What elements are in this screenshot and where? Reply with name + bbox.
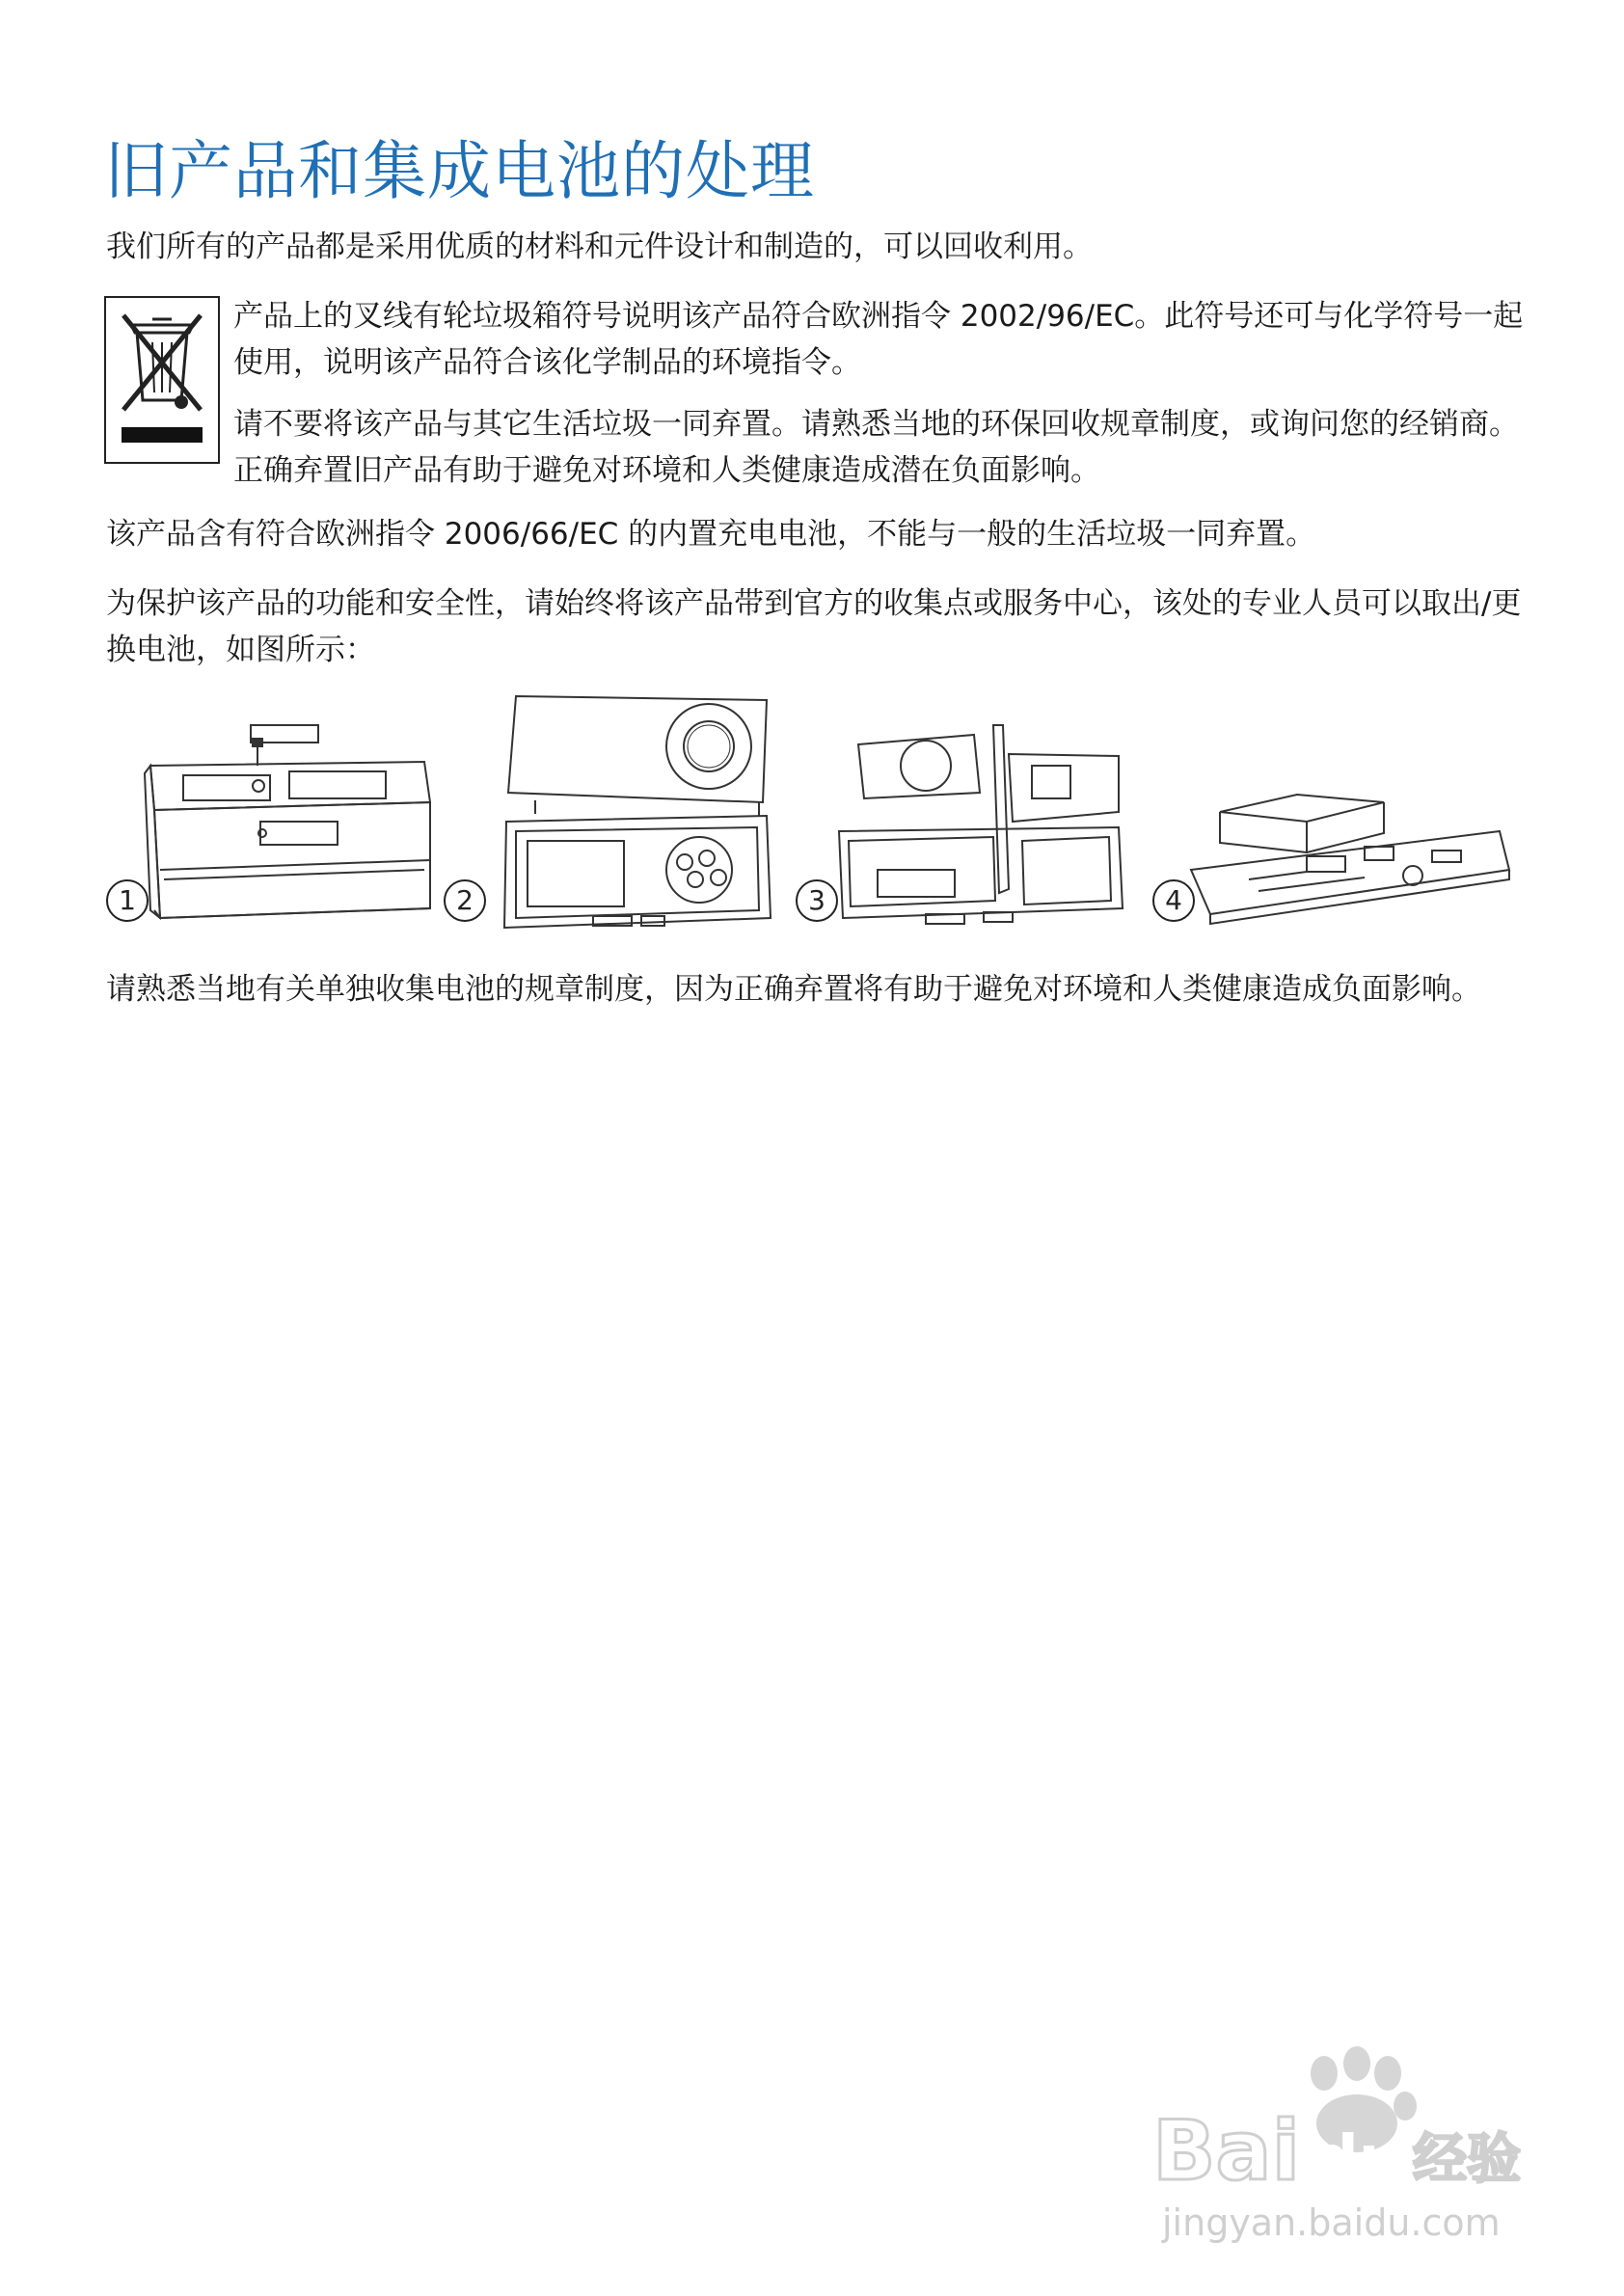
crossed-out-wheelie-bin-icon bbox=[104, 296, 220, 464]
step-4-badge: 4 bbox=[1152, 879, 1195, 922]
symbol-paragraph: 产品上的叉线有轮垃圾箱符号说明该产品符合欧洲指令 2002/96/EC。此符号还可与化学符号一起使用，说明该产品符合该化学制品的环境指令。 bbox=[233, 299, 1524, 380]
step-2-figure bbox=[448, 687, 786, 947]
intro-paragraph: 我们所有的产品都是采用优质的材料和元件设计和制造的，可以回收利用。 bbox=[106, 230, 1093, 264]
watermark-brand: Bai bbox=[1152, 2103, 1301, 2200]
watermark-url: jingyan.baidu.com bbox=[1162, 2201, 1501, 2244]
disposal-paragraph: 请不要将该产品与其它生活垃圾一同弃置。请熟悉当地的环保回收规章制度，或询问您的经销商。正确弃置旧产品有助于避免对环境和人类健康造成潜在负面影响。 bbox=[233, 407, 1519, 488]
step-3-figure bbox=[800, 687, 1138, 947]
step-4-figure bbox=[1152, 687, 1538, 947]
step-1-badge: 1 bbox=[106, 879, 149, 922]
step-3-badge: 3 bbox=[796, 879, 838, 922]
watermark-brand-du: du bbox=[1314, 2123, 1403, 2195]
baidu-jingyan-watermark bbox=[1152, 2035, 1557, 2256]
step-1-figure bbox=[96, 687, 434, 947]
protect-paragraph: 为保护该产品的功能和安全性，请始终将该产品带到官方的收集点或服务中心，该处的专业人员可以取出/更换电池，如图所示： bbox=[106, 586, 1522, 667]
watermark-brand-cn: 经验 bbox=[1413, 2128, 1521, 2191]
step-2-badge: 2 bbox=[444, 879, 486, 922]
battery-paragraph: 该产品含有符合欧洲指令 2006/66/EC 的内置充电电池，不能与一般的生活垃圾一同弃置。 bbox=[106, 517, 1316, 552]
page-title: 旧产品和集成电池的处理 bbox=[104, 134, 815, 208]
rules-paragraph: 请熟悉当地有关单独收集电池的规章制度，因为正确弃置将有助于避免对环境和人类健康造成负面影响。 bbox=[106, 972, 1481, 1007]
